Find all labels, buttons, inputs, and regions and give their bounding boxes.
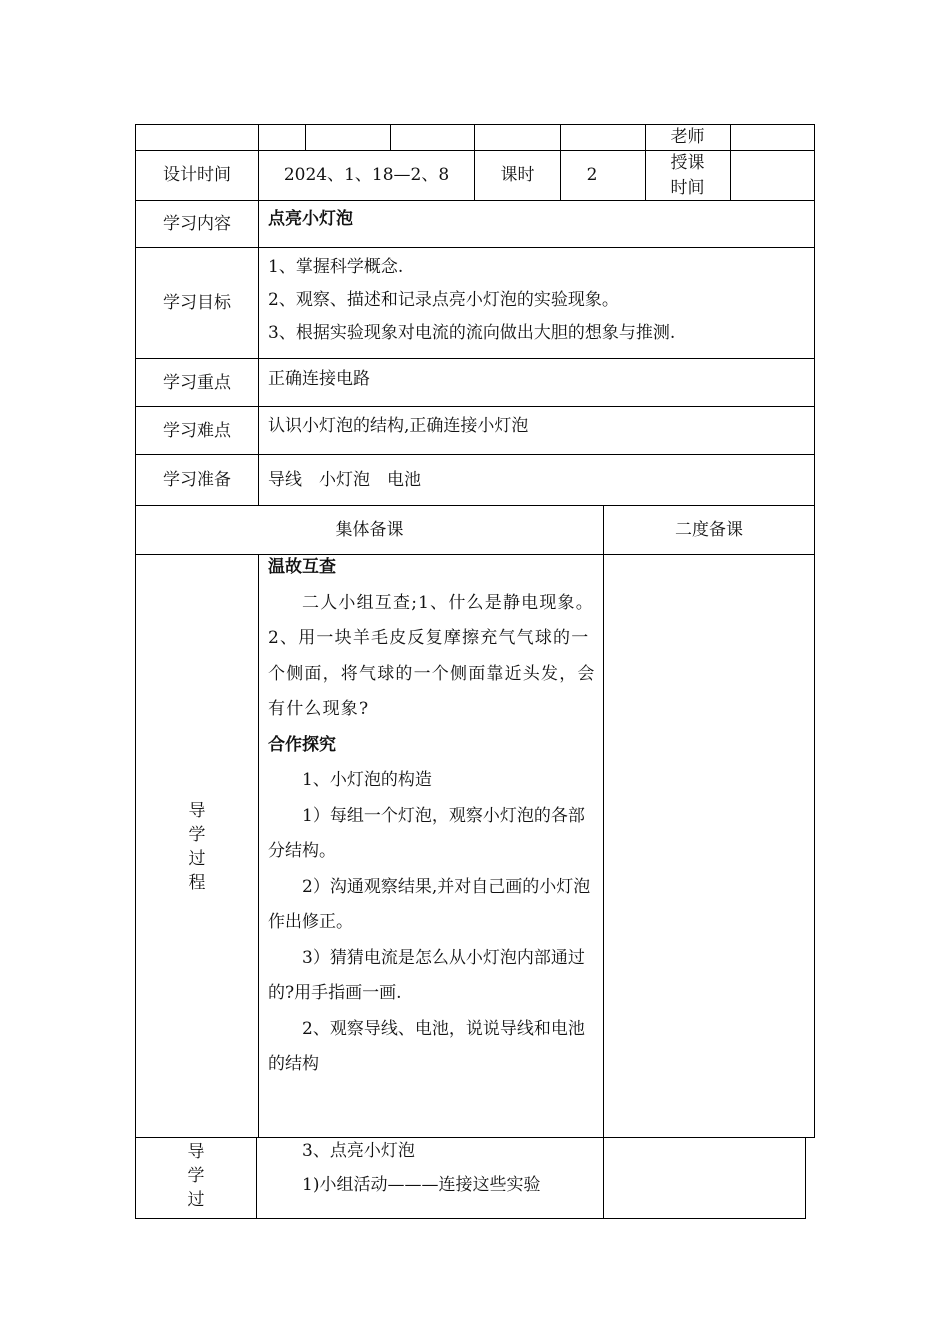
process-content	[268, 550, 598, 1083]
table-col-line	[258, 554, 259, 1138]
content-value: 点亮小灯泡	[268, 209, 353, 229]
table-row-line	[135, 150, 815, 151]
table-col-line	[305, 124, 306, 150]
secondary-prep-header: 二度备课	[675, 520, 743, 540]
process-label-char: 过	[188, 849, 206, 869]
light-item: 1)小组活动———连接这些实验	[302, 1175, 541, 1195]
prep-label: 学习准备	[163, 470, 231, 490]
table-row-line	[135, 247, 815, 248]
process2-label	[136, 1140, 256, 1212]
difficulty-value: 认识小灯泡的结构,正确连接小灯泡	[268, 416, 529, 436]
process2-content	[268, 1134, 598, 1202]
difficulty-label: 学习难点	[163, 421, 231, 441]
light-item: 3、点亮小灯泡	[302, 1141, 415, 1161]
heading-review: 温故互查	[268, 557, 336, 577]
explore-item: 2）沟通观察结果,并对自己画的小灯泡作出修正。	[268, 876, 591, 932]
table-col-line	[560, 124, 561, 200]
review-text: 二人小组互查;1、什么是静电现象。2、用一块羊毛皮反复摩擦充气气球的一个侧面，将气球的一个侧面靠近头发，会有什么现象?	[268, 592, 596, 719]
process-label-char: 学	[188, 825, 206, 845]
table-border-top	[135, 124, 815, 125]
table-border-right	[805, 1137, 806, 1219]
key-value: 正确连接电路	[268, 369, 370, 389]
process-label-char: 导	[188, 801, 206, 821]
explore-item: 3）猜猜电流是怎么从小灯泡内部通过的?用手指画一画.	[268, 947, 585, 1003]
class-time-label-line2: 时间	[670, 178, 705, 198]
table-row-line	[135, 505, 815, 506]
goals-label: 学习目标	[163, 293, 231, 313]
table-border-left	[135, 124, 136, 1219]
table-row-line	[135, 454, 815, 455]
table-border-bottom	[135, 1218, 806, 1219]
explore-item: 1）每组一个灯泡，观察小灯泡的各部分结构。	[268, 805, 585, 861]
teacher-label: 老师	[670, 127, 705, 147]
key-label: 学习重点	[163, 373, 231, 393]
goal-item: 3、根据实验现象对电流的流向做出大胆的想象与推测.	[268, 323, 676, 343]
design-time-value: 2024、1、18—2、8	[283, 165, 450, 185]
class-time-label-line1: 授课	[670, 153, 705, 173]
process2-label-char: 学	[187, 1166, 205, 1186]
process-label	[136, 799, 258, 895]
table-border-right	[814, 124, 815, 1138]
content-label: 学习内容	[163, 214, 231, 234]
design-time-label: 设计时间	[163, 165, 231, 185]
table-col-line	[256, 1137, 257, 1219]
collective-prep-header: 集体备课	[335, 520, 404, 540]
periods-label: 课时	[500, 165, 535, 185]
process2-label-char: 导	[187, 1142, 205, 1162]
explore-item: 1、小灯泡的构造	[302, 770, 432, 790]
table-row-line	[135, 406, 815, 407]
explore-item: 2、观察导线、电池，说说导线和电池的结构	[268, 1018, 585, 1074]
process-label-char: 程	[188, 873, 206, 893]
table-col-line	[603, 505, 604, 1219]
process2-label-char: 过	[187, 1190, 205, 1210]
goal-item: 1、掌握科学概念.	[268, 257, 404, 277]
table-row-line	[135, 358, 815, 359]
goal-item: 2、观察、描述和记录点亮小灯泡的实验现象。	[268, 290, 619, 310]
heading-explore: 合作探究	[268, 734, 336, 755]
table-col-line	[474, 124, 475, 200]
table-col-line	[390, 124, 391, 150]
periods-value: 2	[586, 165, 598, 185]
table-row-line	[135, 200, 815, 201]
prep-value: 导线 小灯泡 电池	[268, 470, 421, 490]
table-col-line	[730, 124, 731, 200]
